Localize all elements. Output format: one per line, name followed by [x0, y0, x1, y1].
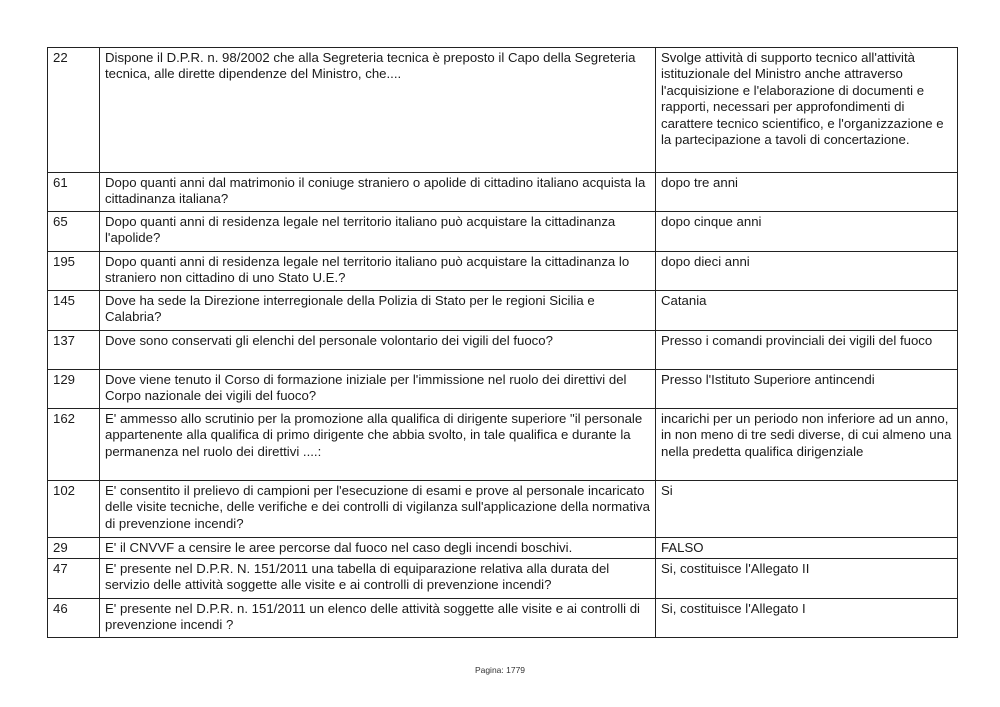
question-text: Dopo quanti anni di residenza legale nel territorio italiano può acquistare la cittadinanza lo straniero non cittadino di uno Stato U.E.?: [100, 252, 656, 291]
answer-text: incarichi per un periodo non inferiore ad un anno, in non meno di tre sedi diverse, di cui almeno una nella predetta qualifica dirigenziale: [656, 409, 958, 481]
question-text: E' consentito il prelievo di campioni per l'esecuzione di esami e prove al personale incaricato delle visite tecniche, delle verifiche e dei controlli di vigilanza sull'applicazione della normativa di prevenzione incendi?: [100, 481, 656, 538]
answer-text: Presso i comandi provinciali dei vigili del fuoco: [656, 331, 958, 370]
question-text: Dopo quanti anni di residenza legale nel territorio italiano può acquistare la cittadinanza l'apolide?: [100, 212, 656, 252]
table-row: [48, 331, 958, 370]
question-number: 46: [48, 599, 100, 638]
qa-table: [47, 47, 958, 638]
question-text: E' presente nel D.P.R. n. 151/2011 un elenco delle attività soggette alle visite e ai controlli di prevenzione incendi ?: [100, 599, 656, 638]
answer-text: dopo tre anni: [656, 173, 958, 212]
page-number: Pagina: 1779: [474, 665, 526, 675]
answer-text: Svolge attività di supporto tecnico all'attività istituzionale del Ministro anche attraverso l'acquisizione e l'elaborazione di documenti e rapporti, necessari per approfondimenti di carattere tecnico scientifico, e l'organizzazione e la partecipazione a tavoli di concertazione.: [656, 48, 958, 173]
table-row: [48, 291, 958, 331]
table-row: [48, 212, 958, 252]
question-number: 65: [48, 212, 100, 252]
answer-text: Si, costituisce l'Allegato II: [656, 559, 958, 599]
question-text: E' il CNVVF a censire le aree percorse dal fuoco nel caso degli incendi boschivi.: [100, 538, 656, 559]
answer-text: Si: [656, 481, 958, 538]
question-text: Dove ha sede la Direzione interregionale della Polizia di Stato per le regioni Sicilia e Calabria?: [100, 291, 656, 331]
question-number: 145: [48, 291, 100, 331]
question-text: Dispone il D.P.R. n. 98/2002 che alla Segreteria tecnica è preposto il Capo della Segreteria tecnica, alle dirette dipendenze del Ministro, che....: [100, 48, 656, 173]
question-number: 129: [48, 370, 100, 409]
answer-text: dopo dieci anni: [656, 252, 958, 291]
question-text: E' ammesso allo scrutinio per la promozione alla qualifica di dirigente superiore "il personale appartenente alla qualifica di primo dirigente che abbia svolto, in tale qualifica e durante la permanenza nel ruolo dei direttivi ....:: [100, 409, 656, 481]
question-number: 102: [48, 481, 100, 538]
question-number: 162: [48, 409, 100, 481]
answer-text: dopo cinque anni: [656, 212, 958, 252]
table-row: [48, 173, 958, 212]
answer-text: Presso l'Istituto Superiore antincendi: [656, 370, 958, 409]
table-row: [48, 370, 958, 409]
answer-text: Catania: [656, 291, 958, 331]
table-row: [48, 481, 958, 538]
question-number: 137: [48, 331, 100, 370]
question-number: 29: [48, 538, 100, 559]
question-text: Dove viene tenuto il Corso di formazione iniziale per l'immissione nel ruolo dei direttivi del Corpo nazionale dei vigili del fuoco?: [100, 370, 656, 409]
question-number: 195: [48, 252, 100, 291]
table-row: [48, 559, 958, 599]
question-number: 61: [48, 173, 100, 212]
answer-text: Si, costituisce l'Allegato I: [656, 599, 958, 638]
table-row: [48, 538, 958, 559]
table-row: [48, 48, 958, 173]
question-number: 22: [48, 48, 100, 173]
question-number: 47: [48, 559, 100, 599]
page-footer: [0, 665, 1000, 675]
table-row: [48, 599, 958, 638]
table-row: [48, 252, 958, 291]
table-row: [48, 409, 958, 481]
question-text: Dove sono conservati gli elenchi del personale volontario dei vigili del fuoco?: [100, 331, 656, 370]
question-text: E' presente nel D.P.R. N. 151/2011 una tabella di equiparazione relativa alla durata del servizio delle attività soggette alle visite e ai controlli di prevenzione incendi?: [100, 559, 656, 599]
answer-text: FALSO: [656, 538, 958, 559]
question-text: Dopo quanti anni dal matrimonio il coniuge straniero o apolide di cittadino italiano acquista la cittadinanza italiana?: [100, 173, 656, 212]
